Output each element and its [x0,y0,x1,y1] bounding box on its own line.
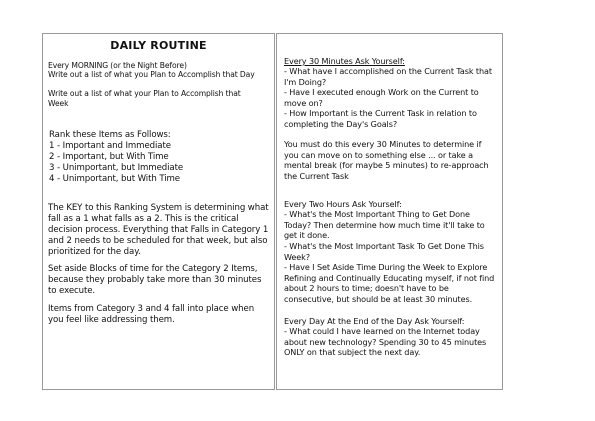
every30-note: You must do this every 30 Minutes to determine if you can move on to something else ... or take a mental break (for maybe 5 minutes) to re-approach the Current Task [284,139,489,181]
every30-question-2: - Have I executed enough Work on the Current to move on? [284,87,479,108]
rank-heading: Rank these Items as Follows: [49,130,171,140]
every2h-question-3: - Have I Set Aside Time During the Week to Explore Refining and Continually Educating myself, if not find about 2 hours to time; doesn't have to be consecutive, but should be at least 30 minutes. [284,262,495,304]
page-title: DAILY ROUTINE [110,39,207,52]
blocks-paragraph: Set aside Blocks of time for the Category 2 Items, because they probably take more than 30 minutes to execute. [48,264,262,296]
daily-routine-card [42,33,275,390]
every30-question-1: - What have I accomplished on the Current Task that I'm Doing? [284,66,492,87]
endofday-question-1: - What could I have learned on the Internet today about new technology? Spending 30 to 45 minutes ONLY on that subject the next day. [284,326,487,357]
every2h-question-2: - What's the Most Important Task To Get Done This Week? [284,241,484,262]
morning-week-line: Write out a list of what your Plan to Accomplish that Week [48,89,241,108]
morning-heading: Every MORNING (or the Night Before) [48,61,187,70]
every2h-question-1: - What's the Most Important Thing to Get Done Today? Then determine how much time it'll take to get it done. [284,209,485,240]
endofday-heading: Every Day At the End of the Day Ask Yourself: [284,316,465,326]
rank-item-2: 2 - Important, but With Time [49,152,169,162]
morning-day-line: Write out a list of what you Plan to Accomplish that Day [48,70,255,79]
ask-yourself-card [276,33,503,390]
rank-item-3: 3 - Unimportant, but Immediate [49,163,184,173]
every2h-heading: Every Two Hours Ask Yourself: [284,199,402,209]
rank-item-4: 4 - Unimportant, but With Time [49,174,180,184]
items34-paragraph: Items from Category 3 and 4 fall into place when you feel like addressing them. [48,304,255,325]
rank-item-1: 1 - Important and Immediate [49,141,171,151]
every30-heading: Every 30 Minutes Ask Yourself: [284,56,405,66]
every30-question-3: - How Important is the Current Task in relation to completing the Day's Goals? [284,108,477,129]
key-paragraph: The KEY to this Ranking System is determining what fall as a 1 what falls as a 2. This is the critical decision process. Everything that Falls in Category 1 and 2 needs to be scheduled for that week, but also prioritized for the day. [48,203,269,257]
